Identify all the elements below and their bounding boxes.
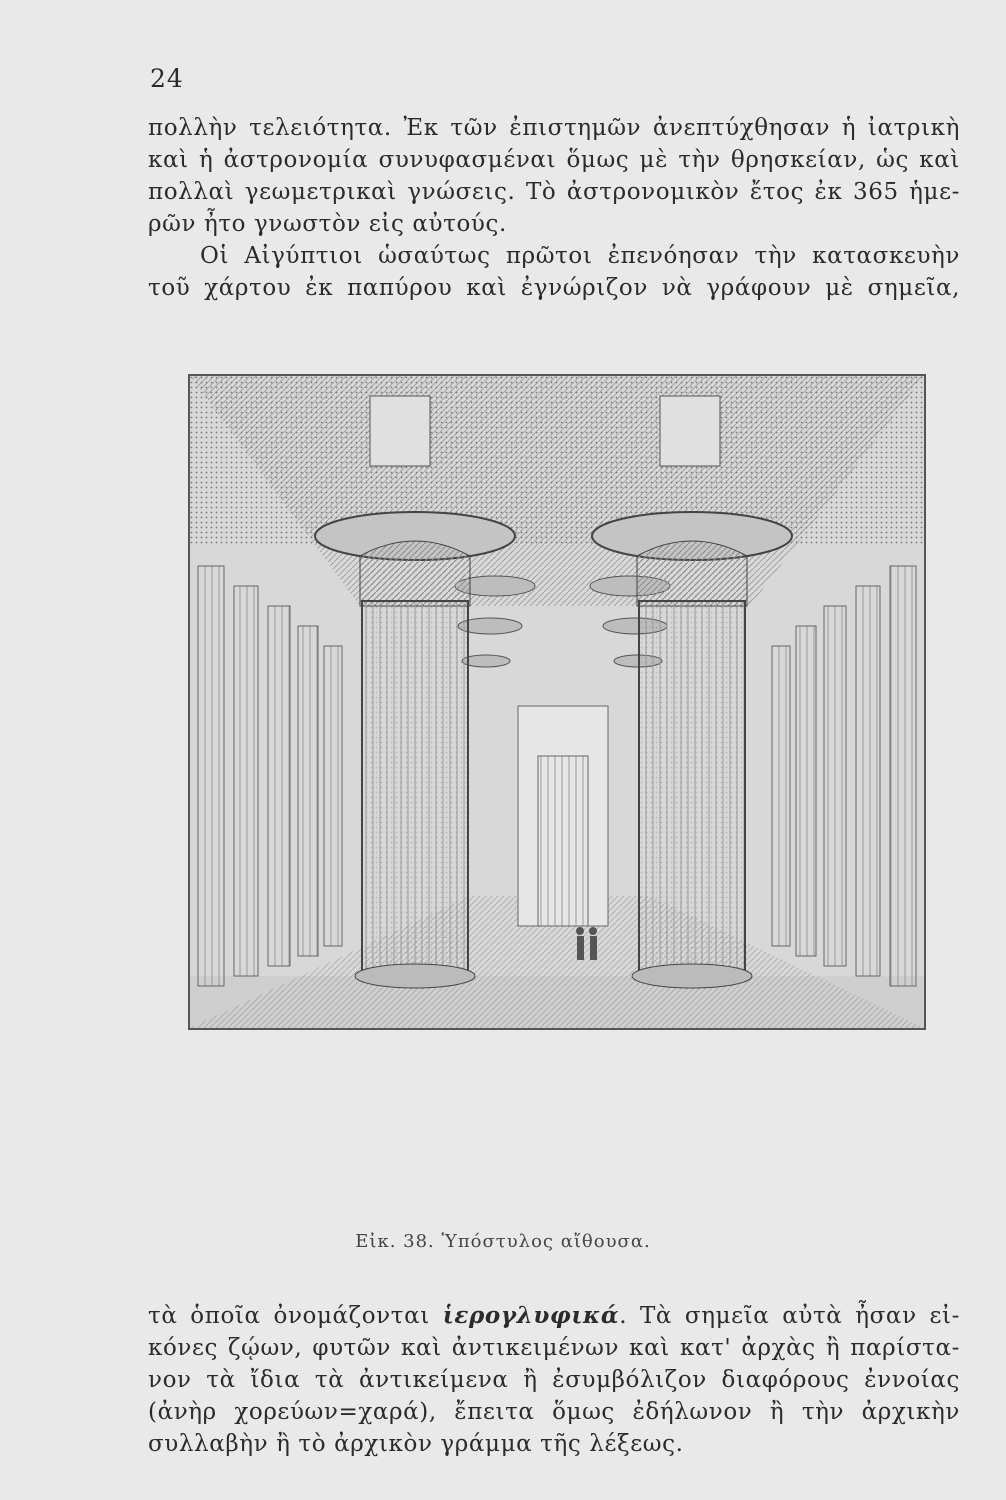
hypostyle-hall-illustration bbox=[188, 374, 926, 1030]
text-line: τὰ ὁποῖα ὀνομάζονται ἱερογλυφικά. Τὰ σημεῖα αὐτὰ ἦσαν εἰ- bbox=[148, 1302, 961, 1329]
hieroglyphics-term: ἱερογλυφικά bbox=[442, 1302, 620, 1329]
text-line: Οἱ Αἰγύπτιοι ὡσαύτως πρῶτοι ἐπενόησαν τὴν κατασκευὴν bbox=[200, 243, 960, 269]
text-line: καὶ ἡ ἀστρονομία συνυφασμέναι ὅμως μὲ τὴν θρησκείαν, ὡς καὶ bbox=[148, 147, 960, 173]
text-line: ρῶν ἦτο γνωστὸν εἰς αὐτούς. bbox=[148, 211, 507, 237]
top-text-block bbox=[148, 112, 960, 304]
page-number: 24 bbox=[150, 64, 184, 93]
text-line: νον τὰ ἴδια τὰ ἀντικείμενα ἢ ἐσυμβόλιζον διαφόρους ἐννοίας bbox=[148, 1367, 960, 1393]
bottom-text-block bbox=[148, 1300, 960, 1460]
text-line: (ἀνὴρ χορεύων=χαρά), ἔπειτα ὅμως ἐδήλωνον ἢ τὴν ἀρχικὴν bbox=[148, 1399, 960, 1425]
text-line: πολλὴν τελειότητα. Ἐκ τῶν ἐπιστημῶν ἀνεπτύχθησαν ἡ ἰατρικὴ bbox=[148, 115, 960, 141]
text-line: συλλαβὴν ἢ τὸ ἀρχικὸν γράμμα τῆς λέξεως. bbox=[148, 1431, 684, 1457]
text-line: κόνες ζῴων, φυτῶν καὶ ἀντικειμένων καὶ κατ' ἀρχὰς ἢ παρίστα- bbox=[148, 1335, 960, 1361]
text-line: τοῦ χάρτου ἐκ παπύρου καὶ ἐγνώριζον νὰ γράφουν μὲ σημεῖα, bbox=[148, 275, 960, 301]
figure-caption: Εἰκ. 38. Ὑπόστυλος αἴθουσα. bbox=[355, 1231, 651, 1252]
text-line: πολλαὶ γεωμετρικαὶ γνώσεις. Τὸ ἀστρονομικὸν ἔτος ἐκ 365 ἡμε- bbox=[148, 179, 960, 205]
